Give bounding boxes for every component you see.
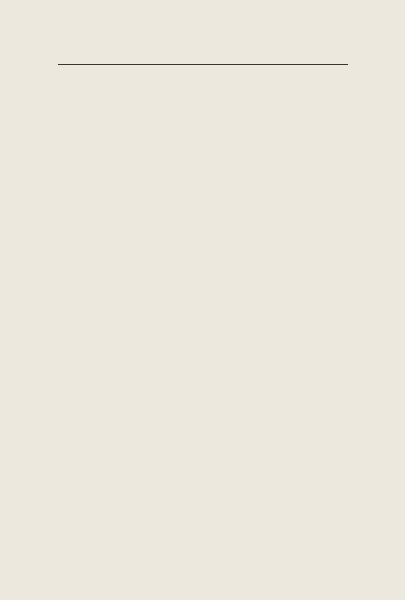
- table-of-contents: [77, 71, 349, 87]
- header-rule: [58, 64, 348, 65]
- page-header: [0, 49, 405, 65]
